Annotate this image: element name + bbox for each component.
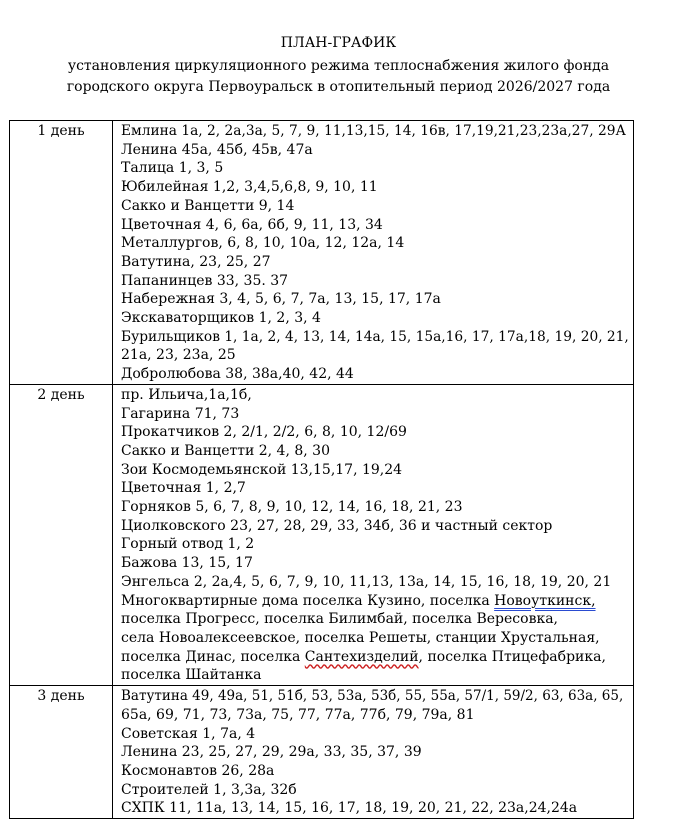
document-subtitle-line-2: городского округа Первоуральск в отопительный период 2026/2027 года <box>66 79 611 95</box>
address-line: Космонавтов 26, 28а <box>121 762 275 779</box>
address-line: Бажова 13, 15, 17 <box>121 555 253 572</box>
address-line: Сакко и Ванцетти 9, 14 <box>121 197 295 214</box>
address-line: Циолковского 23, 27, 28, 29, 33, 34б, 36 и частный сектор <box>121 517 553 534</box>
settlements-line <box>121 648 629 667</box>
address-line: Цветочная 4, 6, 6а, 6б, 9, 11, 13, 34 <box>121 216 383 233</box>
address-line: Добролюбова 38, 38а,40, 42, 44 <box>121 366 354 383</box>
day-cell <box>10 686 113 819</box>
day-label: 3 день <box>37 688 85 705</box>
address-line: СХПК 11, 11а, 13, 14, 15, 16, 17, 18, 19, 20, 21, 22, 23а,24,24а <box>121 800 578 817</box>
document-title: ПЛАН-ГРАФИК <box>280 35 397 51</box>
address-line: Ленина 45а, 45б, 45в, 47а <box>121 141 313 158</box>
settlements-text: поселка Динас, поселка <box>121 648 305 665</box>
address-line: Ленина 23, 25, 27, 29, 29а, 33, 35, 37, 39 <box>121 744 422 761</box>
table-row-day-3 <box>10 686 634 819</box>
address-line: Набережная 3, 4, 5, 6, 7, 7а, 13, 15, 17, 17а <box>121 291 441 308</box>
day-label: 2 день <box>37 386 85 403</box>
address-cell <box>113 384 634 685</box>
settlements-line <box>121 592 629 611</box>
address-line: 21а, 23, 23а, 25 <box>121 347 236 364</box>
schedule-table <box>9 120 634 819</box>
document-subtitle-line-1: установления циркуляционного режима теплоснабжения жилого фонда <box>67 58 610 74</box>
address-line: Емлина 1а, 2, 2а,3а, 5, 7, 9, 11,13,15, 14, 16в, 17,19,21,23,23а,27, 29А <box>121 123 626 139</box>
address-line: Горняков 5, 6, 7, 8, 9, 10, 12, 14, 16, 18, 21, 23 <box>121 499 463 516</box>
address-line: Горный отвод 1, 2 <box>121 536 255 553</box>
address-line: Юбилейная 1,2, 3,4,5,6,8, 9, 10, 11 <box>121 179 378 196</box>
address-line: Гагарина 71, 73 <box>121 405 240 422</box>
day-label: 1 день <box>37 123 85 139</box>
table-row-day-1 <box>10 121 634 385</box>
settlements-text: , поселка Птицефабрика, <box>418 648 606 665</box>
settlements-line: села Новоалексеевское, поселка Решеты, станции Хрустальная, <box>121 629 600 646</box>
address-line: пр. Ильича,1а,1б, <box>121 386 252 403</box>
address-line: Прокатчиков 2, 2/1, 2/2, 6, 8, 10, 12/69 <box>121 424 407 441</box>
day-cell <box>10 121 113 385</box>
settlements-line: поселка Шайтанка <box>121 667 262 684</box>
settlement-santekhizdeliy: Сантехизделий <box>304 648 419 665</box>
day-cell <box>10 384 113 685</box>
address-line: Ватутина 49, 49а, 51, 51б, 53, 53а, 53б, 55, 55а, 57/1, 59/2, 63, 63а, 65, <box>121 688 624 705</box>
address-line: Цветочная 1, 2,7 <box>121 480 246 497</box>
address-line: Бурильщиков 1, 1а, 2, 4, 13, 14, 14а, 15, 15а,16, 17, 17а,18, 19, 20, 21, <box>121 328 629 345</box>
table-row-day-2 <box>10 384 634 685</box>
address-line: Ватутина, 23, 25, 27 <box>121 253 271 270</box>
address-line: Металлургов, 6, 8, 10, 10а, 12, 12а, 14 <box>121 235 405 252</box>
address-line: Зои Космодемьянской 13,15,17, 19,24 <box>121 461 403 478</box>
address-line: Экскаваторщиков 1, 2, 3, 4 <box>121 310 321 327</box>
settlements-line: поселка Прогресс, поселка Билимбай, поселка Вересовка, <box>121 611 559 628</box>
address-line: Строителей 1, 3,3а, 32б <box>121 781 297 798</box>
address-line: Сакко и Ванцетти 2, 4, 8, 30 <box>121 442 330 459</box>
address-line: Талица 1, 3, 5 <box>121 160 224 177</box>
address-cell <box>113 686 634 819</box>
address-cell <box>113 121 634 385</box>
address-line: Советская 1, 7а, 4 <box>121 725 256 742</box>
address-line: Энгельса 2, 2а,4, 5, 6, 7, 9, 10, 11,13, 13а, 14, 15, 16, 18, 19, 20, 21 <box>121 573 612 590</box>
address-line: Папанинцев 33, 35. 37 <box>121 272 289 289</box>
settlements-text: Многоквартирные дома поселка Кузино, поселка <box>121 592 495 609</box>
settlement-novoutkinsk: Новоуткинск, <box>494 592 596 609</box>
address-line: 65а, 69, 71, 73, 73а, 75, 77, 77а, 77б, 79, 79а, 81 <box>121 706 475 723</box>
